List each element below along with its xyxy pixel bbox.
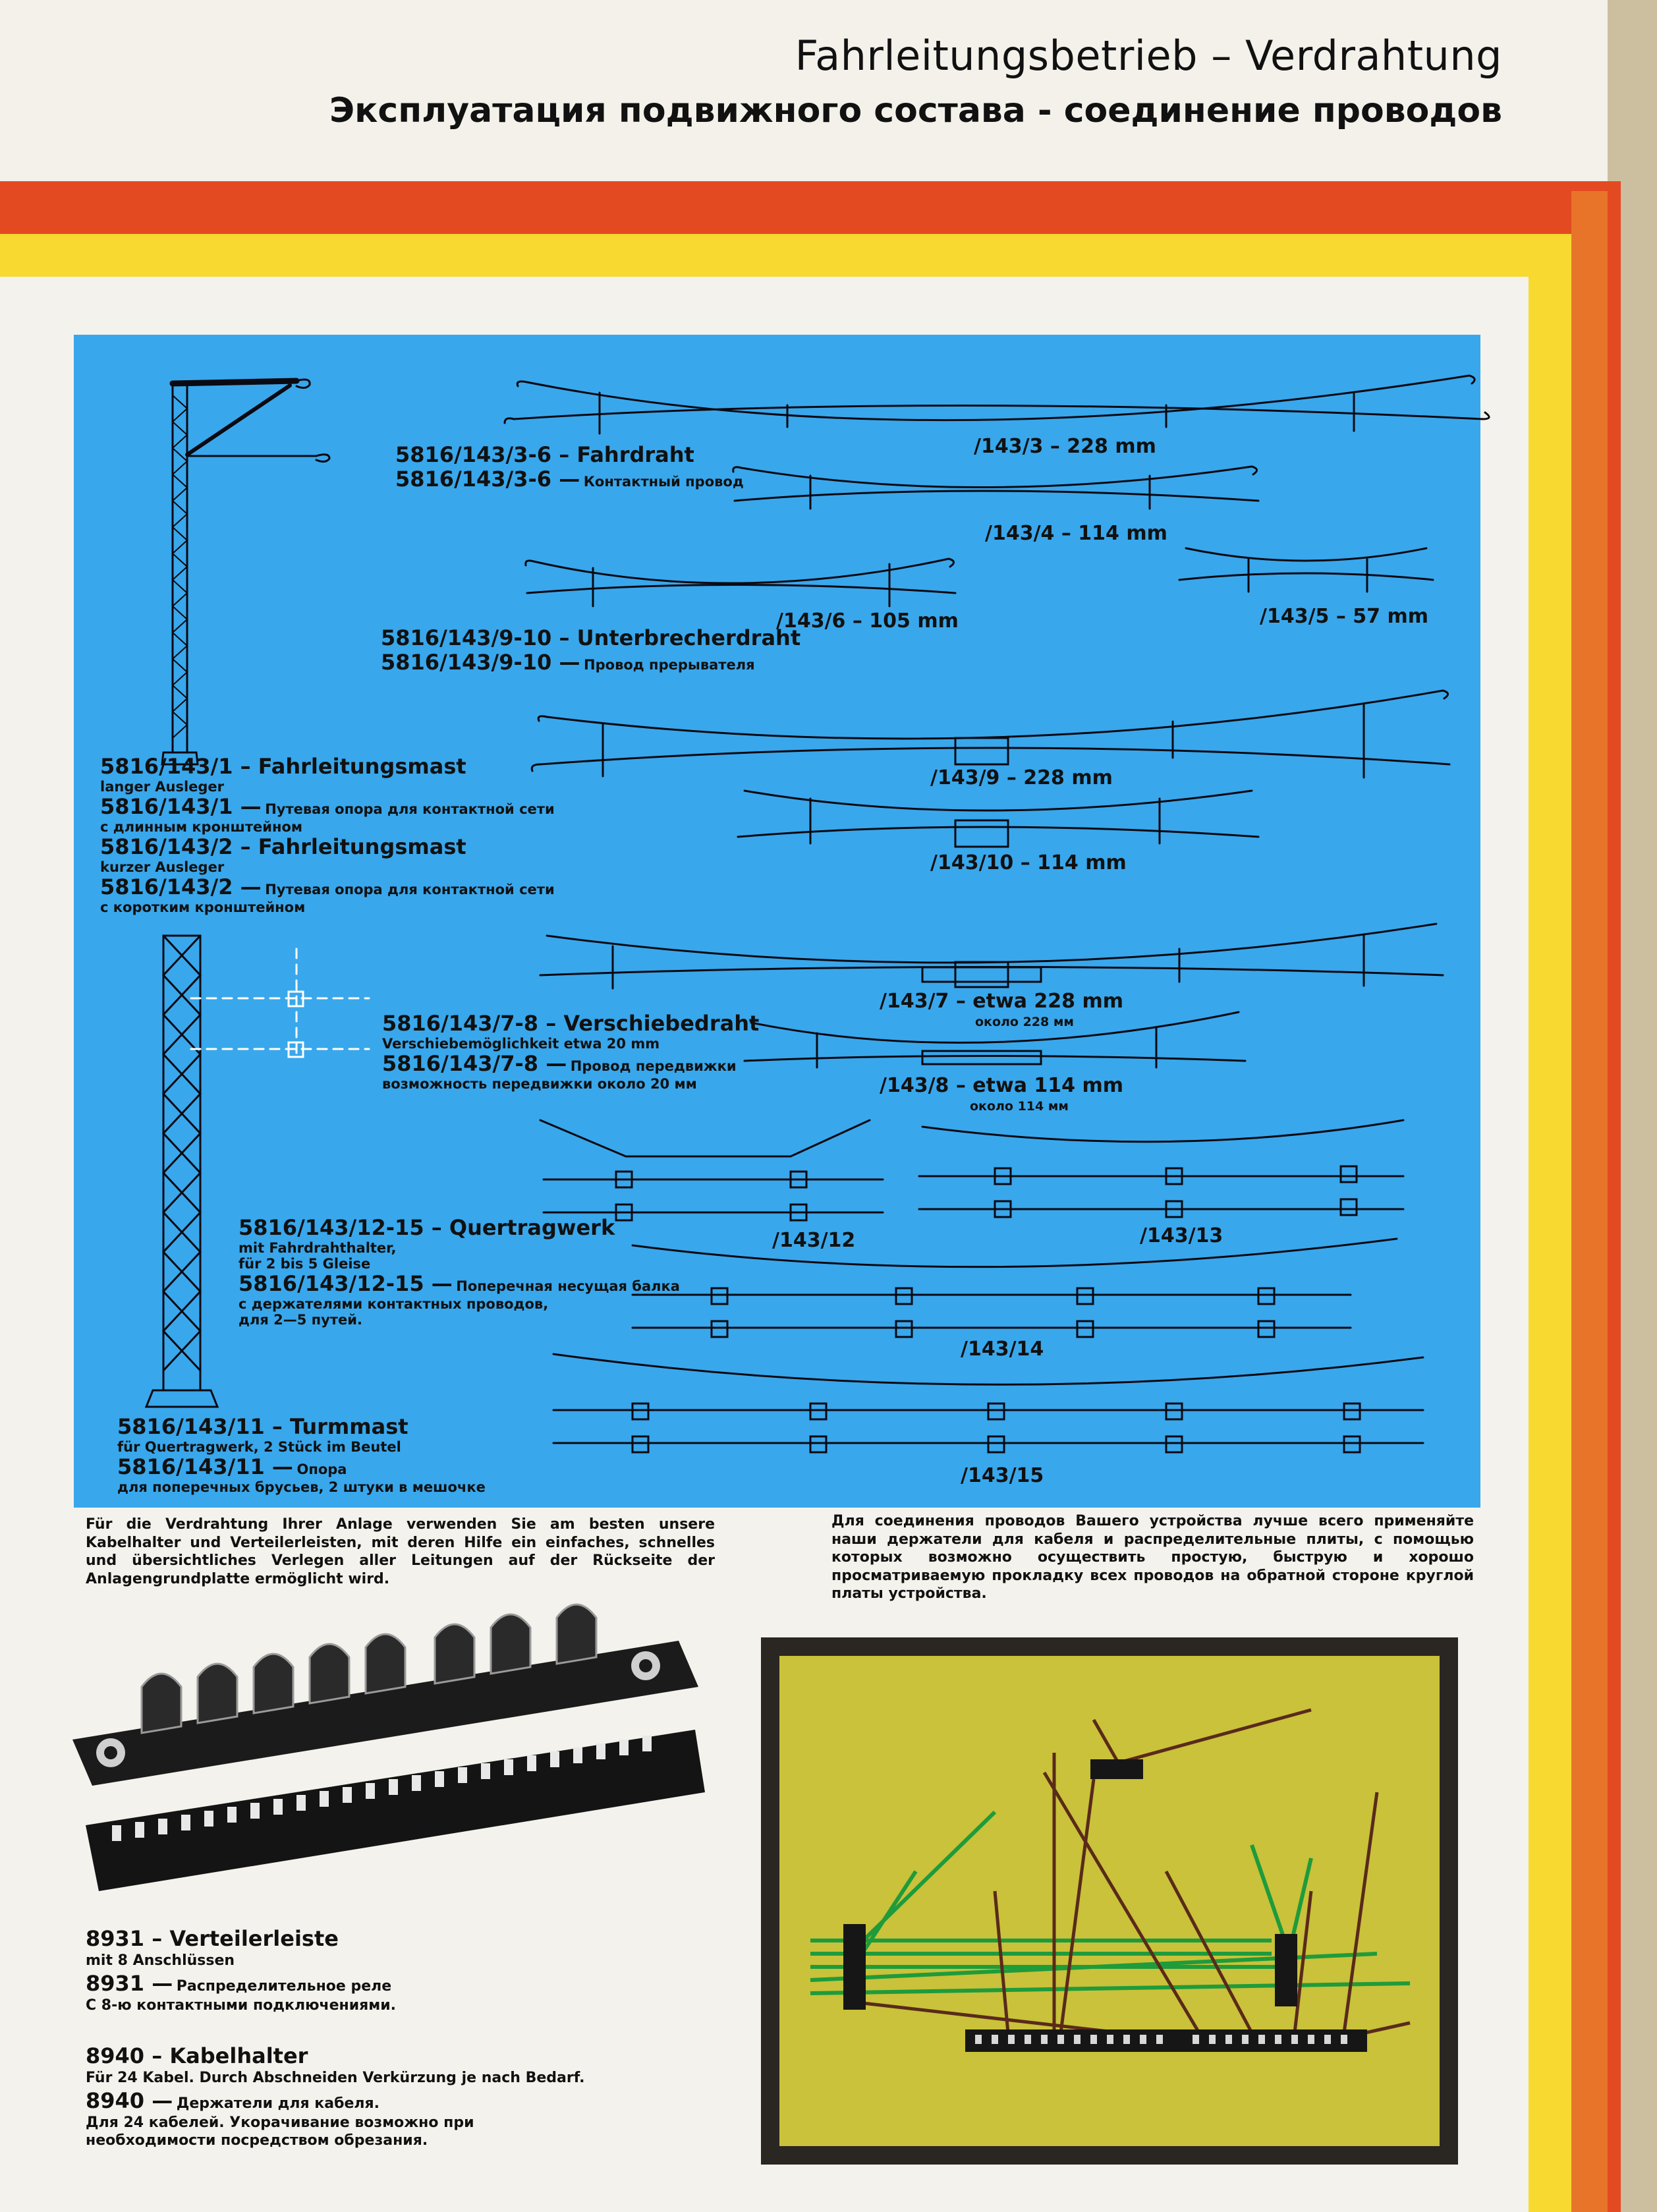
p8940-code-ru: 8940 — — [86, 2087, 173, 2113]
verschiebe-sub-de: Verschiebemöglichkeit etwa 20 mm — [382, 1035, 660, 1052]
p8940-desc-ru3: необходимости посредством обрезания. — [86, 2132, 428, 2149]
quertragwerk-code-de: 5816/143/12-15 – Quertragwerk — [239, 1215, 615, 1240]
turmmast-desc-ru2: для поперечных брусьев, 2 штуки в мешочке — [117, 1479, 486, 1495]
verschiebe-code-ru: 5816/143/7-8 — — [382, 1050, 567, 1076]
dim-143-4: /143/4 – 114 mm — [985, 522, 1167, 545]
fahrdraht-code-de: 5816/143/3-6 – Fahrdraht — [395, 442, 694, 467]
mast-long-sub-de: langer Ausleger — [100, 778, 225, 795]
unterbrecher-desc-ru: Провод прерывателя — [584, 656, 755, 673]
mast-long-desc-ru2: с длинным кронштейном — [100, 818, 303, 835]
dim-143-5: /143/5 – 57 mm — [1260, 605, 1429, 628]
mast-short-code-ru: 5816/143/2 — — [100, 874, 262, 899]
dim-143-9: /143/9 – 228 mm — [930, 766, 1113, 789]
quertragwerk-sub-de: mit Fahrdrahthalter, — [239, 1239, 397, 1256]
turmmast-desc-ru: Опора — [296, 1461, 347, 1477]
quertragwerk-desc-ru2: с держателями контактных проводов, — [239, 1295, 549, 1312]
mast-long-code-ru: 5816/143/1 — — [100, 793, 262, 819]
p8931-desc-ru2: С 8-ю контактными подключениями. — [86, 1997, 397, 2014]
p8940-desc-ru2: Для 24 кабелей. Укорачивание возможно при — [86, 2114, 474, 2131]
verschiebe-desc-ru: Провод передвижки — [570, 1058, 737, 1074]
dim-143-12: /143/12 — [772, 1229, 856, 1252]
distribution-strip-left — [843, 1924, 866, 2010]
quertragwerk-desc-ru: Поперечная несущая балка — [456, 1278, 680, 1295]
unterbrecher-code-ru: 5816/143/9-10 — — [381, 649, 580, 675]
mast-short-code-de: 5816/143/2 – Fahrleitungsmast — [100, 834, 466, 859]
wiring-paragraph-de: Für die Verdrahtung Ihrer Anlage verwenden Sie am besten unsere Kabelhalter und Verteilerleisten, mit deren Hilfe ein einfaches, schnelles und übersichtliches Verlegen aller Leitungen auf der Rückseite der Anlagengrundplatte ermöglicht wird. — [86, 1516, 715, 1587]
p8931-sub-de: mit 8 Anschlüssen — [86, 1952, 235, 1969]
page-title-ru: Эксплуатация подвижного состава - соединение проводов — [329, 91, 1502, 130]
dim-143-3: /143/3 – 228 mm — [974, 435, 1156, 458]
dim-143-8-ru: около 114 мм — [970, 1099, 1069, 1114]
mast-long-desc-ru: Путевая опора для контактной сети — [265, 801, 555, 817]
quertragwerk-sub-de2: für 2 bis 5 Gleise — [239, 1255, 371, 1272]
dim-143-7-ru: около 228 мм — [975, 1015, 1074, 1029]
p8931-title: 8931 – Verteilerleiste — [86, 1926, 339, 1951]
quertragwerk-code-ru: 5816/143/12-15 — — [239, 1271, 453, 1297]
p8940-desc-ru: Держатели для кабеля. — [176, 2095, 379, 2112]
wiring-paragraph-ru: Для соединения проводов Вашего устройства лучше всего применяйте наши держатели для кабеля и распределительные плиты, с помощью которых возможно осуществить простую, быструю и хорошо просматриваемую прокладку всех проводов на обратной стороне круглой платы устройства. — [831, 1513, 1474, 1602]
mast-long-code-de: 5816/143/1 – Fahrleitungsmast — [100, 754, 466, 779]
mast-short-desc-ru: Путевая опора для контактной сети — [265, 881, 555, 897]
p8940-title: 8940 – Kabelhalter — [86, 2043, 308, 2068]
dim-143-15: /143/15 — [961, 1464, 1044, 1487]
dim-143-14: /143/14 — [961, 1338, 1044, 1361]
quertragwerk-desc-ru3: для 2—5 путей. — [239, 1312, 362, 1328]
dim-143-10: /143/10 – 114 mm — [930, 851, 1127, 874]
turmmast-code-de: 5816/143/11 – Turmmast — [117, 1414, 408, 1439]
turmmast-code-ru: 5816/143/11 — — [117, 1454, 293, 1479]
unterbrecher-code-de: 5816/143/9-10 – Unterbrecherdraht — [381, 625, 801, 650]
distribution-strip-right — [1275, 1934, 1297, 2006]
dim-143-6: /143/6 – 105 mm — [776, 610, 959, 633]
verschiebe-desc-ru2: возможность передвижки около 20 мм — [382, 1075, 697, 1092]
page-title-de: Fahrleitungsbetrieb – Verdrahtung — [795, 32, 1502, 80]
dim-143-7: /143/7 – etwa 228 mm — [880, 990, 1123, 1013]
turmmast-sub-de: für Quertragwerk, 2 Stück im Beutel — [117, 1438, 401, 1455]
p8931-desc-ru: Распределительное реле — [176, 1977, 392, 1995]
dim-143-13: /143/13 — [1140, 1224, 1223, 1247]
distribution-strip-top — [1090, 1759, 1143, 1779]
dim-143-8: /143/8 – etwa 114 mm — [880, 1074, 1123, 1097]
verschiebe-code-de: 5816/143/7-8 – Verschiebedraht — [382, 1011, 760, 1036]
mast-short-desc-ru2: с коротким кронштейном — [100, 899, 306, 915]
p8940-sub-de: Für 24 Kabel. Durch Abschneiden Verkürzung je nach Bedarf. — [86, 2070, 585, 2086]
mast-short-sub-de: kurzer Ausleger — [100, 859, 225, 875]
fahrdraht-code-ru: 5816/143/3-6 — — [395, 466, 580, 492]
p8931-code-ru: 8931 — — [86, 1970, 173, 1996]
fahrdraht-desc-ru: Контактный провод — [583, 473, 744, 490]
